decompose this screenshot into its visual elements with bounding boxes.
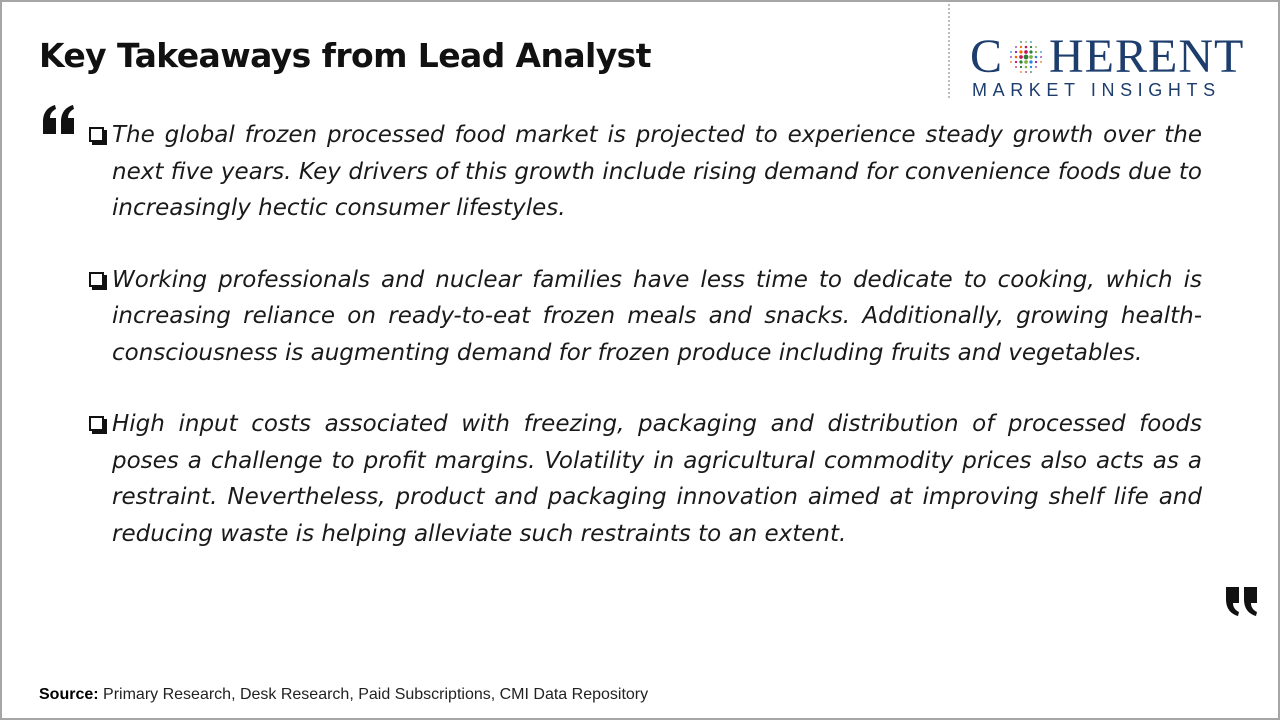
divider bbox=[948, 4, 950, 98]
checkbox-bullet-icon bbox=[89, 272, 104, 287]
takeaways-list bbox=[88, 117, 1202, 552]
source-note bbox=[39, 686, 648, 704]
list-item bbox=[88, 117, 1202, 227]
logo-suffix: HERENT bbox=[1049, 30, 1245, 83]
takeaway-text: Working professionals and nuclear families have less time to dedicate to cooking, which is increasing reliance on ready-to-eat frozen meals and snacks. Additionally, growing health-consciousness is augmenting demand for frozen produce including fruits and vegetables. bbox=[112, 266, 1202, 366]
globe-icon bbox=[1005, 36, 1047, 78]
open-quote-icon bbox=[41, 104, 77, 136]
page-title: Key Takeaways from Lead Analyst bbox=[39, 36, 651, 75]
list-item bbox=[88, 262, 1202, 372]
source-text: Primary Research, Desk Research, Paid Subscriptions, CMI Data Repository bbox=[103, 686, 649, 703]
source-label: Source: bbox=[39, 686, 99, 703]
checkbox-bullet-icon bbox=[89, 127, 104, 142]
logo-wordmark bbox=[970, 32, 1262, 82]
logo-prefix: C bbox=[970, 30, 1004, 83]
logo-tagline: MARKET INSIGHTS bbox=[972, 80, 1221, 100]
company-logo bbox=[970, 32, 1262, 102]
list-item bbox=[88, 406, 1202, 552]
takeaway-text: High input costs associated with freezing, packaging and distribution of processed foods poses a challenge to profit margins. Volatility in agricultural commodity prices also acts as a restraint. Nevertheless, product and packaging innovation aimed at improving shelf life and reducing waste is helping alleviate such restraints to an extent. bbox=[112, 411, 1202, 547]
takeaway-text: The global frozen processed food market is projected to experience steady growth over the next five years. Key drivers of this growth include rising demand for convenience foods due to increasingly hectic consumer lifestyles. bbox=[112, 122, 1202, 221]
checkbox-bullet-icon bbox=[89, 416, 104, 431]
close-quote-icon bbox=[1224, 585, 1260, 617]
